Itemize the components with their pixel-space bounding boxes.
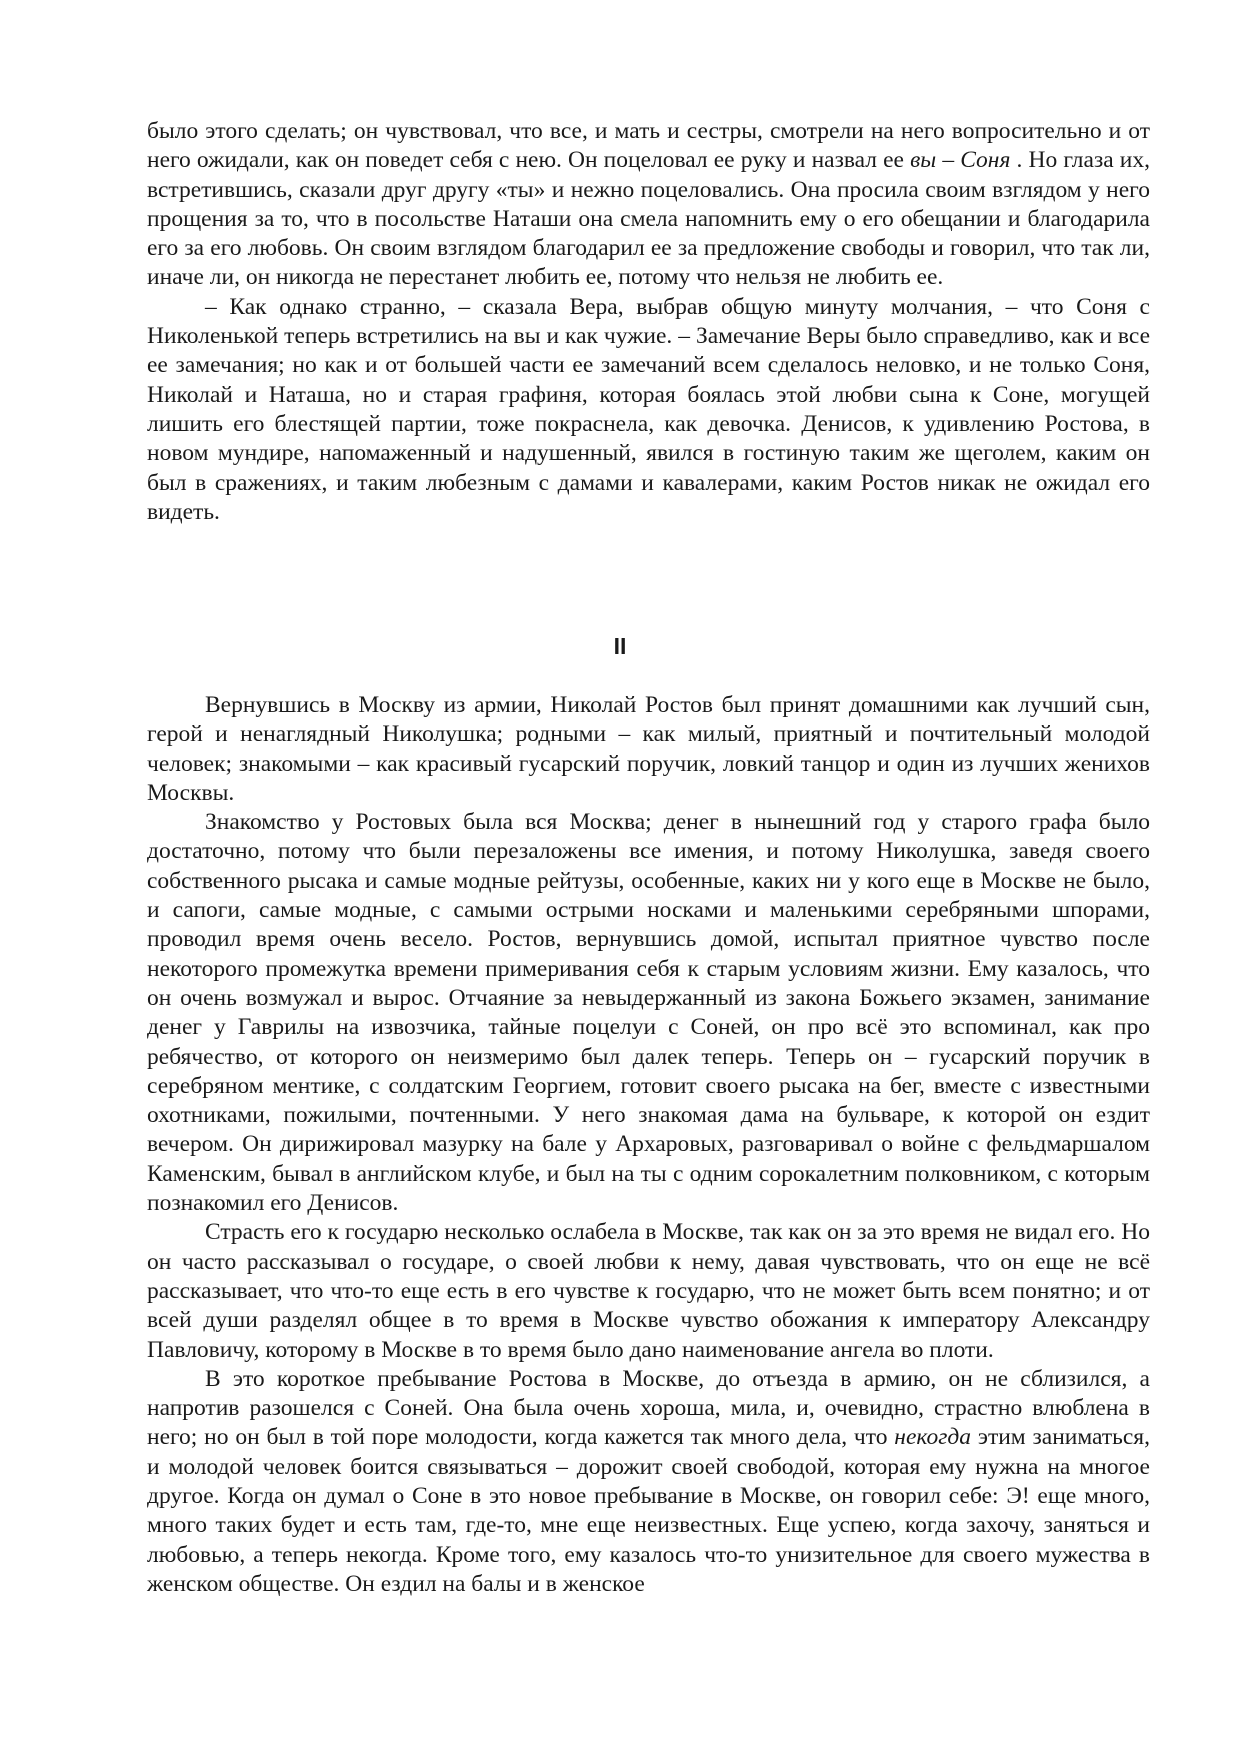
paragraph: Страсть его к государю несколько ослабела в Москве, так как он за это время не видал его. Но он часто рассказывал о государе, о своей любви к нему, давая чувствовать, что он еще не всё рассказывает, что что-то еще есть в его чувстве к государю, что не может быть всем понятно; и от всей души разделял общее в то время в Москве чувство обожания к императору Александру Павловичу, которому в Москве в то время было дано наименование ангела во плоти. [147, 1219, 1150, 1363]
paragraph: Знакомство у Ростовых была вся Москва; денег в нынешний год у старого графа было достаточно, потому что были перезаложены все имения, и потому Николушка, заведя своего собственного рысака и самые модные рейтузы, особенные, каких ни у кого еще в Москве не было, и сапоги, самые модные, с самыми острыми носками и маленькими серебряными шпорами, проводил время очень весело. Ростов, вернувшись домой, испытал приятное чувство после некоторого промежутка времени примеривания себя к старым условиям жизни. Ему казалось, что он очень возмужал и вырос. Отчаяние за невыдержанный из закона Божьего экзамен, занимание денег у Гаврилы на извозчика, тайные поцелуи с Соней, он про всё это вспоминал, как про ребячество, от которого он неизмеримо был далек теперь. Теперь он – гусарский поручик в серебряном ментике, с солдатским Георгием, готовит своего рысака на бег, вместе с известными охотниками, пожилыми, почтенными. У него знакомая дама на бульваре, к которой он ездит вечером. Он дирижировал мазурку на бале у Архаровых, разговаривал о войне с фельдмаршалом Каменским, бывал в английском клубе, и был на ты с одним сорокалетним полковником, с которым познакомил его Денисов. [147, 809, 1150, 1217]
text-block-top [147, 117, 1150, 527]
paragraph: В это короткое пребывание Ростова в Москве, до отъезда в армию, он не сблизился, а напротив разошелся с Соней. Она была очень хороша, мила, и, очевидно, страстно влюблена в него; но он был в той поре молодости, когда кажется так много дела, что некогда этим заниматься, и молодой человек боится связываться – дорожит своей свободой, которая ему нужна на многое другое. Когда он думал о Соне в это новое пребывание в Москве, он говорил себе: Э! еще много, много таких будет и есть там, где-то, мне еще неизвестных. Еще успею, когда захочу, заняться и любовью, а теперь некогда. Кроме того, ему казалось что-то унизительное для своего мужества в женском обществе. Он ездил на балы и в женское [147, 1365, 1150, 1597]
italic-phrase: вы – Соня [910, 147, 1011, 174]
italic-word: некогда [894, 1424, 972, 1451]
paragraph: – Как однако странно, – сказала Вера, выбрав общую минуту молчания, – что Соня с Николенькой теперь встретились на вы и как чужие. – Замечание Веры было справедливо, как и все ее замечания; но как и от большей части ее замечаний всем сделалось неловко, и не только Соня, Николай и Наташа, но и старая графиня, которая боялась этой любви сына к Соне, могущей лишить его блестящей партии, тоже покраснела, как девочка. Денисов, к удивлению Ростова, в новом мундире, напомаженный и надушенный, явился в гостиную таким же щеголем, каким он был в сражениях, и таким любезным с дамами и кавалерами, каким Ростов никак не ожидал его видеть. [147, 293, 1150, 525]
text-block-bottom [147, 691, 1150, 1599]
chapter-heading: II [613, 633, 627, 659]
paragraph: Вернувшись в Москву из армии, Николай Ростов был принят домашними как лучший сын, герой и ненаглядный Николушка; родными – как милый, приятный и почтительный молодой человек; знакомыми – как красивый гусарский поручик, ловкий танцор и один из лучших женихов Москвы. [147, 692, 1150, 806]
paragraph-continued: было этого сделать; он чувствовал, что все, и мать и сестры, смотрели на него вопросительно и от него ожидали, как он поведет себя с нею. Он поцеловал ее руку и назвал ее вы – Соня . Но глаза их, встретившись, сказали друг другу «ты» и нежно поцеловались. Она просила своим взглядом у него прощения за то, что в посольстве Наташи она смела напомнить ему о его обещании и благодарила его за его любовь. Он своим взглядом благодарил ее за предложение свободы и говорил, что так ли, иначе ли, он никогда не перестанет любить ее, потому что нельзя не любить ее. [147, 118, 1150, 291]
